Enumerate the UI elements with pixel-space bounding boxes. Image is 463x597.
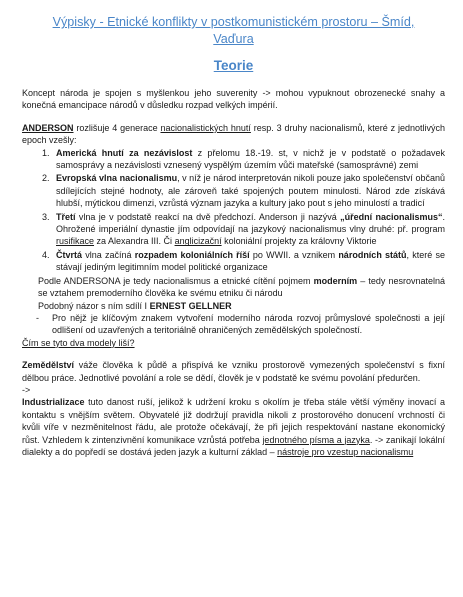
gellner-points [22, 312, 445, 337]
section-heading: Teorie [213, 58, 254, 73]
anderson-conclusion: Podle ANDERSONA je tedy nacionalismus a etnické cítění pojmem moderním – tedy nesrovnatelná se vztahem premoderního člověka ke svému etniku či národu [38, 275, 445, 299]
industry-paragraph: Industrializace tuto danost ruší, jelikož k udržení kroku s okolím je třeba stále větší výměny inovací a kontaktu s vnějším světem. Obyvatelé již dodržují pravidla nikoli z prostorového donucení vrchností či kvůli víře v nezměnitelnost řádu, ale protože očekávají, že při jejich respektování nastane ekonomický růst. Vzhledem k zintenzivnění komunikace vzrůstá potřeba jednotného písma a jazyka. -> zanikají lokální dialekty a do popředí se dostává jeden jazyk a kulturní základ – nástroje pro vzestup nacionalismu [22, 397, 445, 457]
gellner-intro: Podobný názor s ním sdílí I ERNEST GELLNER [38, 300, 232, 311]
list-item: - Pro nějž je klíčovým znakem vytvoření moderního národa rozvoj průmyslové společnosti a její odlišení od uzavřených a teritoriálně ohraničených zemědělských společností. [36, 312, 445, 337]
intro-paragraph: Koncept národa je spojen s myšlenkou jeho suverenity -> mohou vypuknout obrozenecké snahy a konečná emancipace národů v důsledku rozpad velkých impérií. [22, 88, 445, 111]
list-item: 3. Třetí vlna je v podstatě reakcí na dvě předchozí. Anderson ji nazývá „úřední nacionalismus“. Ohrožené imperiální dynastie jím odpovídají na jazykový nacionalismus vlny druhé: př. program rusifikace za Alexandra III. Či anglicizační koloniální projekty za královny Viktorie [52, 211, 445, 248]
anderson-paragraph: ANDERSON rozlišuje 4 generace nacionalistických hnutí resp. 3 druhy nacionalismů, které z jednotlivých epoch vzešly: [22, 122, 445, 146]
list-item: 2. Evropská vlna nacionalismu, v níž je národ interpretován nikoli pouze jako společenství občanů sdílejících stejné hodnoty, ale zároveň také spojených poutem minulosti. Národ zde získává hlubší, mýtickou dimenzi, vzrůstá význam jazyka a kultury jako pout s jeho minulostí a tradicí [52, 172, 445, 209]
generations-list [22, 147, 445, 274]
arrow-line: -> [22, 384, 31, 395]
list-item: 1. Americká hnutí za nezávislost z přelomu 18.-19. st, v nichž je v podstatě o požadavek samosprávy a nezávislosti vznesený vyspělým územím vůči mateřské (samosprávné) zemi [52, 147, 445, 172]
anderson-term: nacionalistických hnutí [160, 122, 251, 133]
agriculture-paragraph: Zemědělství váže člověka k půdě a přispívá ke vzniku prostorově vymezených společenství s fixní dělbou práce. Jednotlivé povolání a role se dědí, člověk je v podstatě ke svému povolání předurčen. [22, 360, 445, 383]
document-title: Výpisky - Etnické konflikty v postkomunistickém prostoru – Šmíd, Vaďura [52, 15, 415, 46]
question-line: Čím se tyto dva modely liší? [22, 337, 135, 348]
list-item: 4. Čtvrtá vlna začíná rozpadem koloniálních říší po WWII. a vznikem národních států, které se stávají jediným legitimním model politické organizace [52, 249, 445, 274]
anderson-name: ANDERSON [22, 122, 74, 133]
